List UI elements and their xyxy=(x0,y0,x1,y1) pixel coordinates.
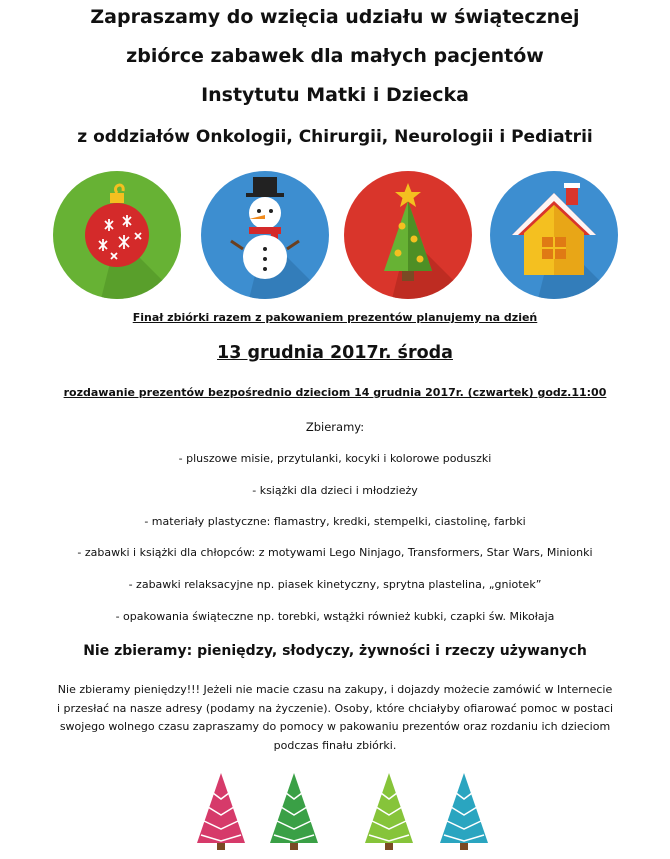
title-line-1: Zapraszamy do wzięcia udziału w świątecznej xyxy=(90,6,580,28)
subtitle-departments: z oddziałów Onkologii, Chirurgii, Neurologii i Pediatrii xyxy=(77,127,593,147)
snowy-house-icon xyxy=(490,171,618,299)
pink-tree-icon xyxy=(193,771,249,851)
paragraph-line: i przesłać na nasze adresy (podamy na życzenie). Osoby, które chciałyby ofiarować pomoc w postaci xyxy=(56,701,614,715)
list-item: - pluszowe misie, przytulanki, kocyki i kolorowe poduszki xyxy=(178,452,492,465)
list-item: - materiały plastyczne: flamastry, kredki, stempelki, ciastolinę, farbki xyxy=(144,515,526,528)
list-item: - zabawki i książki dla chłopców: z motywami Lego Ninjago, Transformers, Star Wars, Minionki xyxy=(77,546,593,559)
teal-tree-icon xyxy=(436,771,492,851)
paragraph-line: Nie zbieramy pieniędzy!!! Jeżeli nie macie czasu na zakupy, i dojazdy możecie zamówić w Internecie xyxy=(57,683,613,696)
christmas-tree-icon xyxy=(344,171,472,299)
paragraph-line: swojego wolnego czasu zapraszamy do pomocy w pakowaniu prezentów oraz rozdaniu ich dzieciom xyxy=(59,720,611,733)
lime-tree-icon xyxy=(361,771,417,851)
list-item: - książki dla dzieci i młodzieży xyxy=(252,484,418,497)
list-item: - zabawki relaksacyjne np. piasek kinetyczny, sprytna plastelina, „gniotek” xyxy=(128,578,542,591)
snowman-icon xyxy=(201,171,329,299)
paragraph-line: podczas finału zbiórki. xyxy=(273,738,397,752)
finale-note: Finał zbiórki razem z pakowaniem prezentów planujemy na dzień xyxy=(132,311,538,324)
info-paragraph xyxy=(30,681,640,755)
not-collected-heading: Nie zbieramy: pieniędzy, słodyczy, żywności i rzeczy używanych xyxy=(83,643,587,659)
list-item: - opakowania świąteczne np. torebki, wstążki również kubki, czapki św. Mikołaja xyxy=(115,610,555,623)
collect-title: Zbieramy: xyxy=(305,420,365,434)
christmas-bauble-icon xyxy=(53,171,181,299)
title-line-2: zbiórce zabawek dla małych pacjentów xyxy=(126,45,544,67)
green-tree-icon xyxy=(266,771,322,851)
title-line-3: Instytutu Matki i Dziecka xyxy=(201,84,469,106)
finale-date: 13 grudnia 2017r. środa xyxy=(217,343,453,363)
handout-info: rozdawanie prezentów bezpośrednio dzieciom 14 grudnia 2017r. (czwartek) godz.11:00 xyxy=(63,386,607,399)
